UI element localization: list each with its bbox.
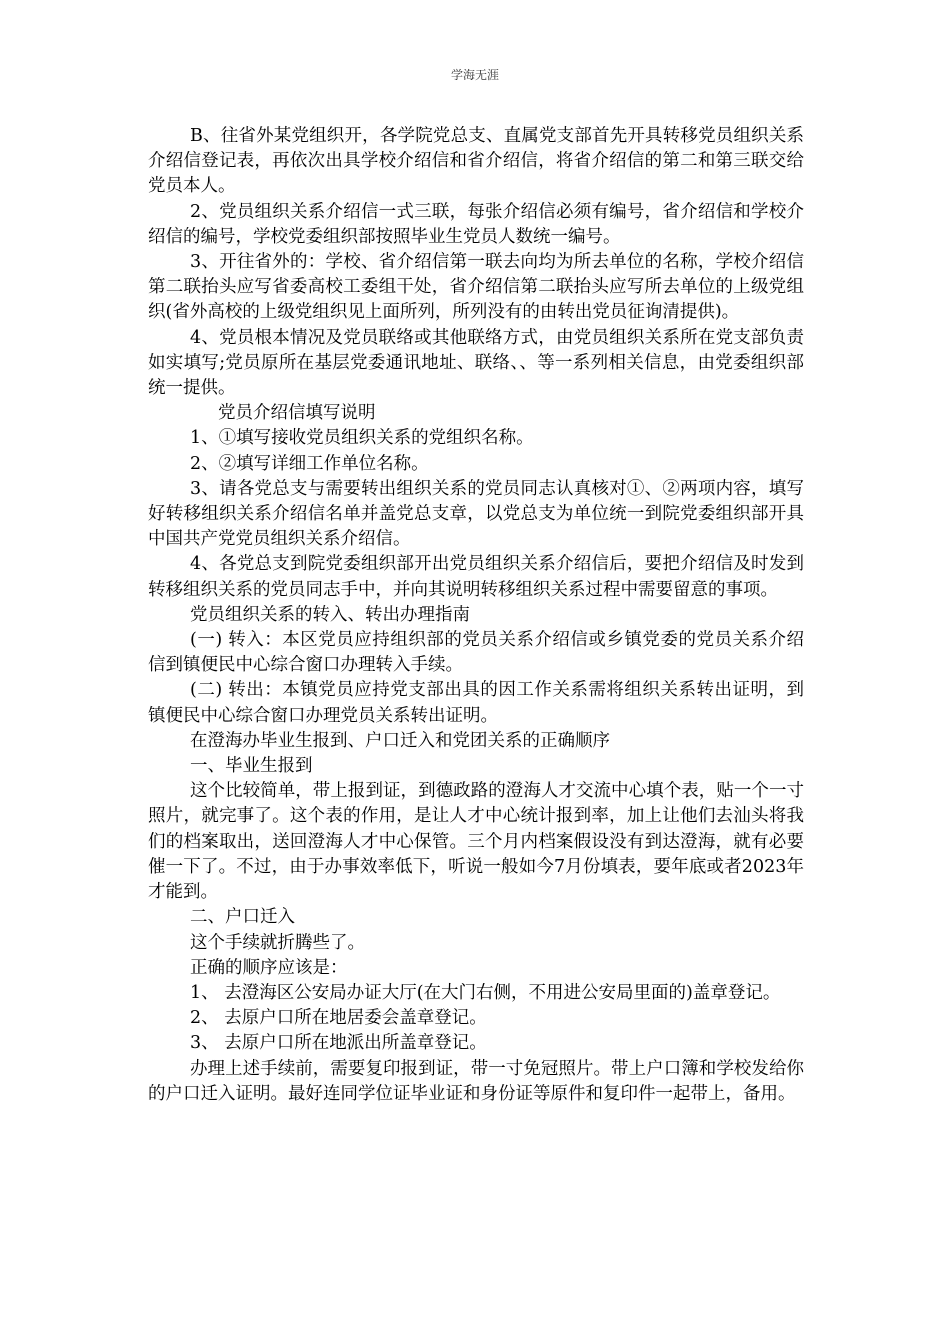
subheading-graduate-report: 一、毕业生报到 bbox=[190, 756, 313, 777]
paragraph-4-contact-info: 4、党员根本情况及党员联络或其他联络方式，由党员组织关系所在党支部负责如实填写;党员原所在基层党委通讯地址、联络、、等一系列相关信息，由党委组织部统一提供。 bbox=[148, 327, 804, 399]
page-header: 学海无涯 bbox=[450, 68, 499, 82]
correct-order-paragraph: 正确的顺序应该是： bbox=[190, 957, 348, 978]
transfer-in-paragraph: (一) 转入：本区党员应持组织部的党员关系介绍信或乡镇党委的党员关系介绍信到镇便民中心综合窗口办理转入手续。 bbox=[148, 630, 804, 676]
paragraph-b-outside-province: B、往省外某党组织开，各学院党总支、直属党支部首先开具转移党员组织关系介绍信登记表，再依次出具学校介绍信和省介绍信，将省介绍信的第二和第三联交给党员本人。 bbox=[148, 126, 804, 197]
graduate-report-paragraph: 这个比较简单，带上报到证，到德政路的澄海人才交流中心填个表，贴一个一寸照片，就完事了。这个表的作用，是让人才中心统计报到率，加上让他们去汕头将我们的档案取出，送回澄海人才中心保管。三个月内档案假设没有到达澄海，就有必要催一下了。不过，由于办事效率低下，听说一般如今7月份填表，要年底或者2023年才能到。 bbox=[148, 781, 804, 903]
step-2-paragraph: 2、 去原户口所在地居委会盖章登记。 bbox=[190, 1008, 487, 1029]
step-1-paragraph: 1、 去澄海区公安局办证大厅(在大门右侧，不用进公安局里面的)盖章登记。 bbox=[190, 982, 781, 1003]
instruction-item-4: 4、各党总支到院党委组织部开出党员组织关系介绍信后，要把介绍信及时发到转移组织关系的党员同志手中，并向其说明转移组织关系过程中需要留意的事项。 bbox=[148, 554, 804, 600]
household-intro-paragraph: 这个手续就折腾些了。 bbox=[190, 932, 365, 953]
subheading-household-registration: 二、户口迁入 bbox=[190, 907, 295, 928]
section-heading-chenghai-order: 在澄海办毕业生报到、户口迁入和党团关系的正确顺序 bbox=[190, 730, 610, 751]
document-body bbox=[148, 124, 804, 1107]
instruction-item-3: 3、请各党总支与需要转出组织关系的党员同志认真核对①、②两项内容，填写好转移组织关系介绍信名单并盖党总支章，以党总支为单位统一到院党委组织部开具中国共产党党员组织关系介绍信。 bbox=[148, 478, 804, 550]
step-3-paragraph: 3、 去原户口所在地派出所盖章登记。 bbox=[190, 1033, 487, 1054]
instruction-item-1: 1、①填写接收党员组织关系的党组织名称。 bbox=[190, 428, 534, 449]
instruction-item-2: 2、②填写详细工作单位名称。 bbox=[190, 453, 429, 474]
preparation-paragraph: 办理上述手续前，需要复印报到证，带一寸免冠照片。带上户口簿和学校发给你的户口迁入证明。最好连同学位证毕业证和身份证等原件和复印件一起带上，备用。 bbox=[148, 1058, 804, 1104]
paragraph-2-three-copies: 2、党员组织关系介绍信一式三联，每张介绍信必须有编号，省介绍信和学校介绍信的编号，学校党委组织部按照毕业生党员人数统一编号。 bbox=[148, 201, 804, 247]
section-heading-letter-instructions: 党员介绍信填写说明 bbox=[218, 403, 376, 424]
transfer-out-paragraph: (二) 转出：本镇党员应持党支部出具的因工作关系需将组织关系转出证明，到镇便民中心综合窗口办理党员关系转出证明。 bbox=[148, 680, 804, 726]
paragraph-3-outside-province: 3、开往省外的：学校、省介绍信第一联去向均为所去单位的名称，学校介绍信第二联抬头应写省委高校工委组干处，省介绍信第二联抬头应写所去单位的上级党组织(省外高校的上级党组织见上面所列，所列没有的由转出党员征询清提供)。 bbox=[148, 252, 804, 323]
section-heading-transfer-guide: 党员组织关系的转入、转出办理指南 bbox=[190, 604, 470, 625]
